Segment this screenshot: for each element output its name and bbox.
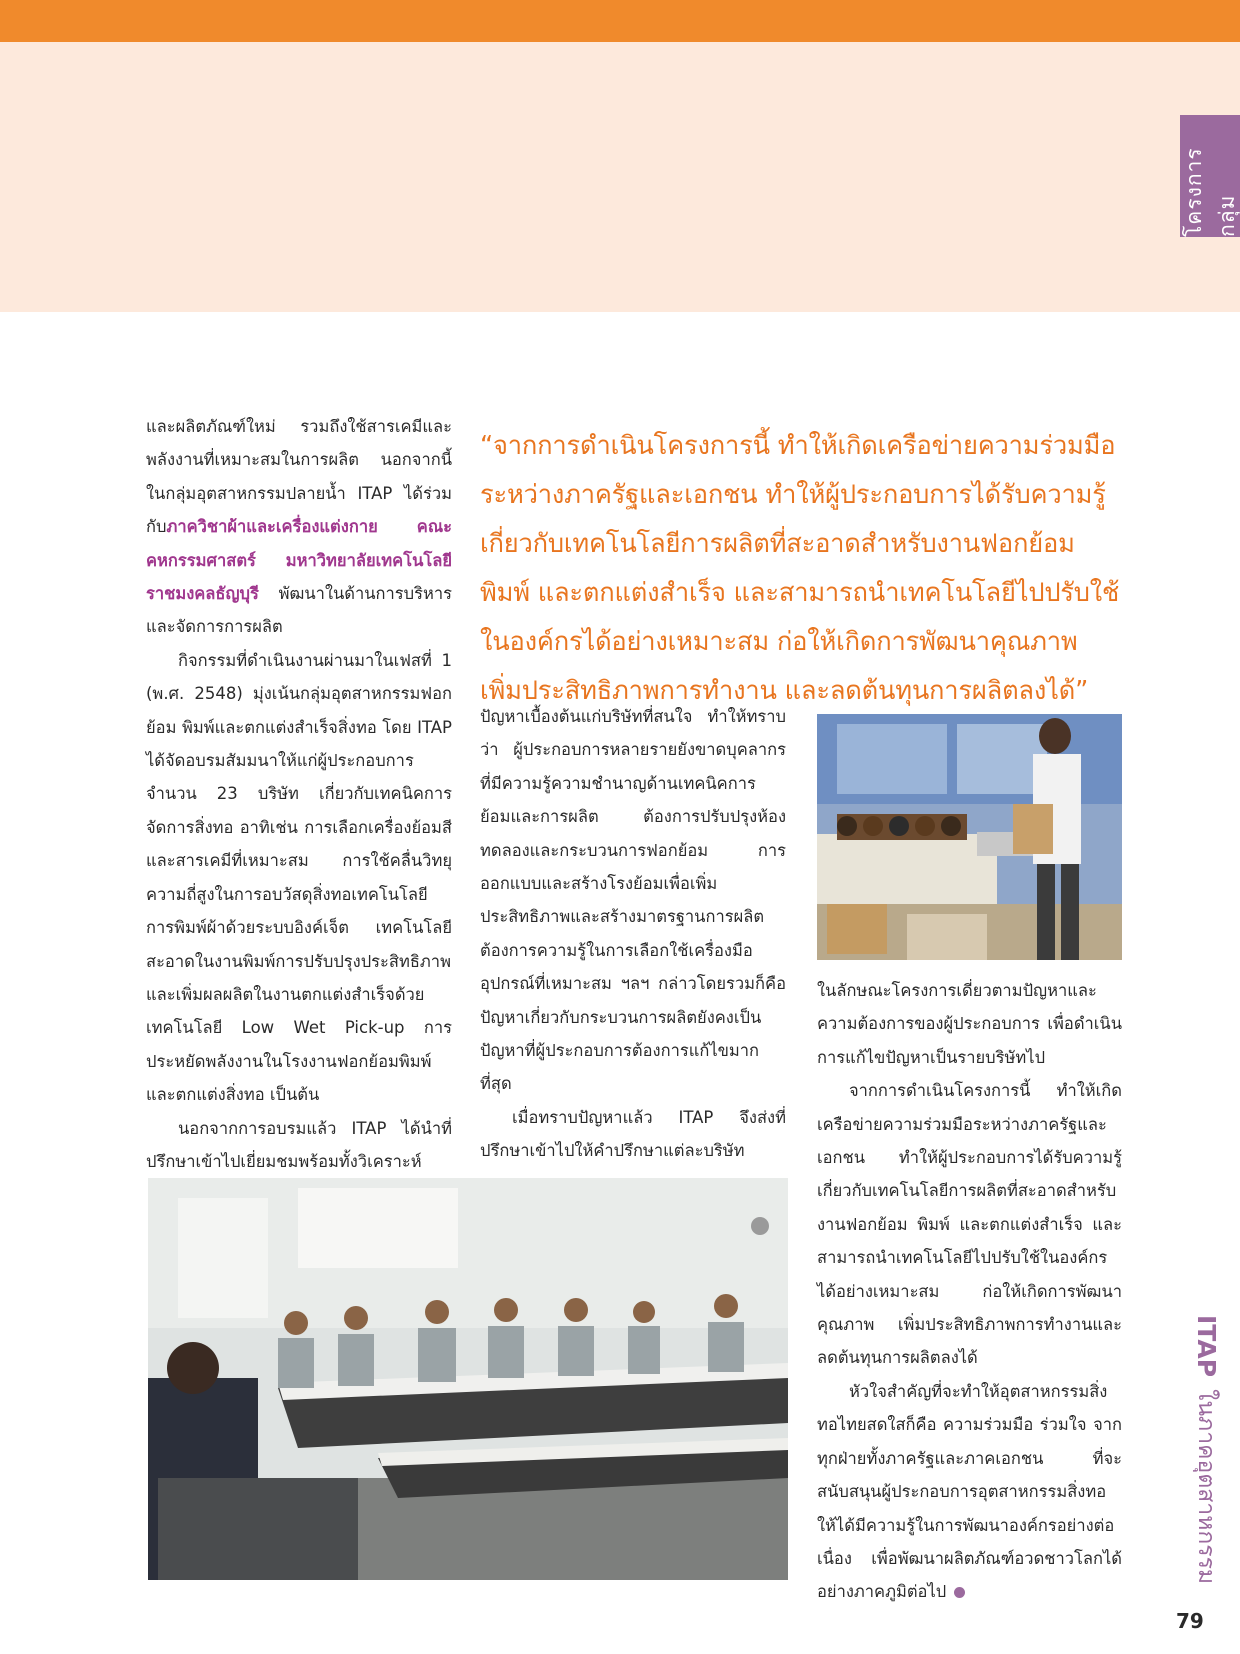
header-band: [0, 42, 1240, 312]
column-3: [817, 974, 1122, 1609]
col1-paragraph-3: นอกจากการอบรมแล้ว ITAP ได้นำที่ปรึกษาเข้าไปเยี่ยมชมพร้อมทั้งวิเคราะห์: [146, 1118, 452, 1171]
pull-quote: “จากการดำเนินโครงการนี้ ทำให้เกิดเครือข่ายความร่วมมือระหว่างภาครัฐและเอกชน ทำให้ผู้ประกอบการได้รับความรู้เกี่ยวกับเทคโนโลยีการผลิตที่สะอาดสำหรับงานฟอกย้อมพิมพ์ และตกแต่งสำเร็จ และสามารถนำเทคโนโลยีไปปรับใช้ในองค์กรได้อย่างเหมาะสม ก่อให้เกิดการพัฒนาคุณภาพ เพิ่มประสิทธิภาพการทำงาน และลดต้นทุนการผลิตลงได้”: [480, 431, 1120, 706]
section-tab-label: โครงการกลุ่ม: [1182, 147, 1239, 237]
photo-meeting-room: [148, 1178, 788, 1580]
col3-paragraph-2: จากการดำเนินโครงการนี้ ทำให้เกิดเครือข่ายความร่วมมือระหว่างภาครัฐและเอกชน ทำให้ผู้ประกอบการได้รับความรู้เกี่ยวกับเทคโนโลยีการผลิตที่สะอาดสำหรับงานฟอกย้อม พิมพ์ และตกแต่งสำเร็จ และสามารถนำเทคโนโลยีไปปรับใช้ในองค์กรได้อย่างเหมาะสม ก่อให้เกิดการพัฒนาคุณภาพ เพิ่มประสิทธิภาพการทำงานและลดต้นทุนการผลิตลงได้: [817, 1081, 1122, 1368]
col1-paragraph-2: กิจกรรมที่ดำเนินงานผ่านมาในเฟสที่ 1 (พ.ศ. 2548) มุ่งเน้นกลุ่มอุตสาหกรรมฟอกย้อม พิมพ์และตกแต่งสำเร็จสิ่งทอ โดย ITAP ได้จัดอบรมสัมมนาให้แก่ผู้ประกอบการจำนวน 23 บริษัท เกี่ยวกับเทคนิคการจัดการสิ่งทอ อาทิเช่น การเลือกเครื่องย้อมสีและสารเคมีที่เหมาะสม การใช้คลื่นวิทยุความถี่สูงในการอบวัสดุสิ่งทอเทคโนโลยีการพิมพ์ผ้าด้วยระบบอิงค์เจ็ต เทคโนโลยีสะอาดในงานพิมพ์การปรับปรุงประสิทธิภาพและเพิ่มผลผลิตในงานตกแต่งสำเร็จด้วยเทคโนโลยี Low Wet Pick-up การประหยัดพลังงานในโรงงานฟอกย้อมพิมพ์และตกแต่งสิ่งทอ เป็นต้น: [146, 650, 452, 1105]
top-orange-bar: [0, 0, 1240, 42]
col1-p1-highlight: ภาควิชาผ้าและเครื่องแต่งกาย คณะคหกรรมศาสตร์ มหาวิทยาลัยเทคโนโลยีราชมงคลธัญบุรี: [146, 517, 452, 604]
section-tab: [1180, 115, 1240, 237]
column-1: [146, 410, 452, 1178]
column-2: [480, 700, 786, 1168]
col2-paragraph-1: ปัญหาเบื้องต้นแก่บริษัทที่สนใจ ทำให้ทราบว่า ผู้ประกอบการหลายรายยังขาดบุคลากรที่มีความรู้ความชำนาญด้านเทคนิคการย้อมและการผลิต ต้องการปรับปรุงห้องทดลองและกระบวนการฟอกย้อม การออกแบบและสร้างโรงย้อมเพื่อเพิ่มประสิทธิภาพและสร้างมาตรฐานการผลิต ต้องการความรู้ในการเลือกใช้เครื่องมืออุปกรณ์ที่เหมาะสม ฯลฯ กล่าวโดยรวมก็คือ ปัญหาเกี่ยวกับกระบวนการผลิตยังคงเป็นปัญหาที่ผู้ประกอบการต้องการแก้ไขมากที่สุด: [480, 707, 786, 1094]
col1-p1-start: และผลิตภัณฑ์ใหม่ รวมถึงใช้สารเคมีและพลังงานที่เหมาะสมในการผลิต นอกจากนี้ในกลุ่มอุตสาหกรรมปลายน้ำ ITAP ได้ร่วมกับ: [146, 417, 452, 537]
col1-p1-end: พัฒนาในด้านการบริหารและจัดการการผลิต: [146, 584, 452, 637]
col3-paragraph-1: ในลักษณะโครงการเดี่ยวตามปัญหาและความต้องการของผู้ประกอบการ เพื่อดำเนินการแก้ไขปัญหาเป็นรายบริษัทไป: [817, 981, 1122, 1067]
end-mark-icon: [954, 1587, 965, 1598]
side-title-subtitle: ในภาคอุตสาหกรรม: [1193, 1389, 1219, 1585]
side-title: [1178, 1310, 1234, 1590]
page-number: 79: [1176, 1609, 1204, 1633]
col1-paragraph-1: [146, 410, 452, 644]
col2-paragraph-2: เมื่อทราบปัญหาแล้ว ITAP จึงส่งที่ปรึกษาเข้าไปให้คำปรึกษาแต่ละบริษัท: [480, 1107, 786, 1161]
side-title-brand: ITAP: [1192, 1315, 1221, 1378]
photo-consultant-lab: [817, 714, 1122, 960]
col3-paragraph-3: [817, 1375, 1122, 1609]
col3-p3-text: หัวใจสำคัญที่จะทำให้อุตสาหกรรมสิ่งทอไทยสดใสก็คือ ความร่วมมือ ร่วมใจ จากทุกฝ่ายทั้งภาครัฐและภาคเอกชน ที่จะสนับสนุนผู้ประกอบการอุตสาหกรรมสิ่งทอให้ได้มีความรู้ในการพัฒนาองค์กรอย่างต่อเนื่อง เพื่อพัฒนาผลิตภัณฑ์อวดชาวโลกได้อย่างภาคภูมิต่อไป: [817, 1381, 1122, 1602]
